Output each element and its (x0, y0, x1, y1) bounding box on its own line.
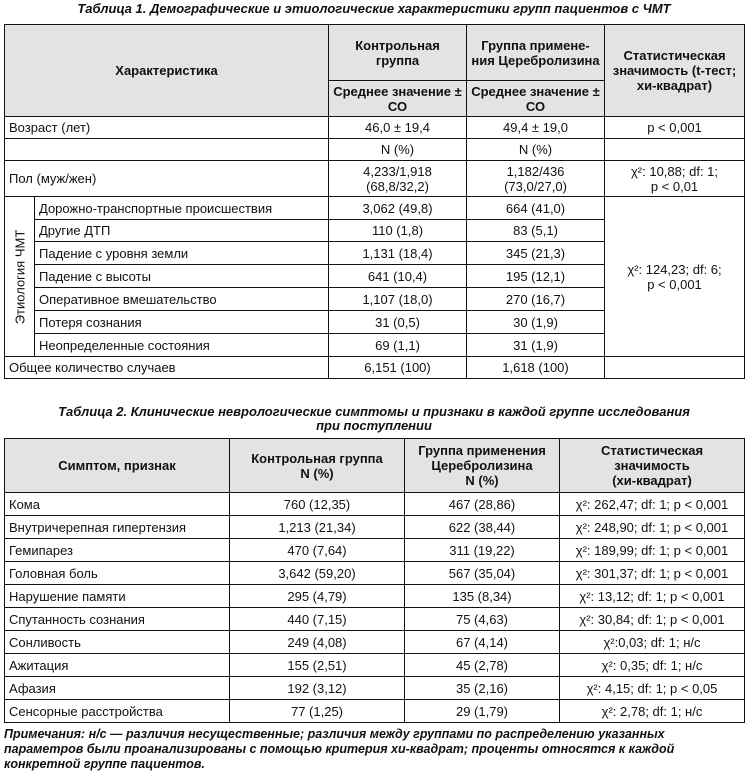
table2 (4, 438, 745, 723)
table2-row-label: Ажитация (5, 654, 230, 677)
table-footnote (4, 727, 744, 772)
table2-header-stat (560, 439, 745, 493)
table1-caption: Таблица 1. Демографические и этиологические характеристики групп пациентов с ЧМТ (77, 1, 671, 16)
table2-cell: 760 (12,35) (230, 493, 405, 516)
line: Группа применения (418, 443, 546, 458)
table2-header-cerebrolysin (405, 439, 560, 493)
table2-row-label: Головная боль (5, 562, 230, 585)
line: значимость (614, 458, 690, 473)
table2-cell: 67 (4,14) (405, 631, 560, 654)
table1-cell (329, 161, 467, 197)
table2-cell: 622 (38,44) (405, 516, 560, 539)
line: Статистическая (600, 443, 704, 458)
table2-cell: 75 (4,63) (405, 608, 560, 631)
line: p < 0,001 (647, 276, 702, 292)
table1-etiology-stat (605, 197, 745, 357)
table1-cell: 46,0 ± 19,4 (329, 117, 467, 139)
line: Контрольная группа (251, 450, 383, 466)
table1-row-label: Падение с уровня земли (35, 242, 329, 265)
table1-cell: p < 0,001 (605, 117, 745, 139)
table1-empty-cell (5, 139, 329, 161)
table2-cell: χ²: 2,78; df: 1; н/с (560, 700, 745, 723)
table2-cell: χ²: 248,90; df: 1; p < 0,001 (560, 516, 745, 539)
table1-row-label: Дорожно-транспортные происшествия (35, 197, 329, 220)
table1-cell: N (%) (467, 139, 605, 161)
table1-cell (467, 161, 605, 197)
table1-header-control: Контрольная группа (329, 25, 467, 81)
table2-row-label: Нарушение памяти (5, 585, 230, 608)
table1-row-label: Общее количество случаев (5, 357, 329, 379)
table1-row-label: Падение с высоты (35, 265, 329, 288)
table1-row-label: Другие ДТП (35, 220, 329, 242)
table1-row-label: Возраст (лет) (5, 117, 329, 139)
table2-cell: χ²: 262,47; df: 1; p < 0,001 (560, 493, 745, 516)
table1-cell: 31 (1,9) (467, 334, 605, 357)
table1-cell: 1,618 (100) (467, 357, 605, 379)
table2-cell: χ²: 13,12; df: 1; p < 0,001 (560, 585, 745, 608)
table2-cell: 470 (7,64) (230, 539, 405, 562)
table2-row-label: Гемипарез (5, 539, 230, 562)
table1-cell: N (%) (329, 139, 467, 161)
table2-cell: χ²:0,03; df: 1; н/с (560, 631, 745, 654)
table2-cell: 440 (7,15) (230, 608, 405, 631)
line: N (%) (300, 465, 334, 481)
table2-cell: χ²: 0,35; df: 1; н/с (560, 654, 745, 677)
table1-cell: 641 (10,4) (329, 265, 467, 288)
line: (хи-квадрат) (612, 473, 692, 488)
table1-row-label: Потеря сознания (35, 311, 329, 334)
table1-etiology-vertical-cell (5, 197, 35, 357)
table2-row-label: Сенсорные расстройства (5, 700, 230, 723)
table1-cell: 31 (0,5) (329, 311, 467, 334)
table2-cell: 35 (2,16) (405, 677, 560, 700)
table1-cell: 270 (16,7) (467, 288, 605, 311)
table1-header-cerebrolysin: Группа примене-ния Церебролизина (467, 25, 605, 81)
line: p < 0,01 (650, 178, 699, 194)
line: Церебролизина (431, 458, 533, 473)
table2-cell: χ²: 301,37; df: 1; p < 0,001 (560, 562, 745, 585)
table2-cell: 155 (2,51) (230, 654, 405, 677)
footnote-label: Примечания: (4, 727, 86, 741)
line: (68,8/32,2) (366, 178, 429, 194)
table1-cell: 195 (12,1) (467, 265, 605, 288)
table2-cell: 192 (3,12) (230, 677, 405, 700)
table1-header-stat: Статистическая значимость (t-тест; хи-квадрат) (605, 25, 745, 117)
table1-cell (605, 161, 745, 197)
table2-header-symptom: Симптом, признак (5, 439, 230, 493)
table1-cell: 1,131 (18,4) (329, 242, 467, 265)
table2-cell: 567 (35,04) (405, 562, 560, 585)
table2-caption-line: Таблица 2. Клинические неврологические симптомы и признаки в каждой группе исследования (58, 404, 690, 419)
table1-row-label: Неопределенные состояния (35, 334, 329, 357)
table2-row-label: Спутанность сознания (5, 608, 230, 631)
line: 1,182/436 (506, 163, 565, 179)
table2-cell: 135 (8,34) (405, 585, 560, 608)
table2-row-label: Внутричерепная гипертензия (5, 516, 230, 539)
table1-header-mean-cerebrolysin: Среднее значение ± СО (467, 81, 605, 117)
line: χ²: 10,88; df: 1; (630, 163, 719, 179)
table2-cell: 311 (19,22) (405, 539, 560, 562)
line: N (%) (465, 473, 499, 488)
table2-row-label: Сонливость (5, 631, 230, 654)
table2-cell: 77 (1,25) (230, 700, 405, 723)
table2-cell: 467 (28,86) (405, 493, 560, 516)
table2-cell: 295 (4,79) (230, 585, 405, 608)
table1-cell: 3,062 (49,8) (329, 197, 467, 220)
table2-cell: 29 (1,79) (405, 700, 560, 723)
line: 4,233/1,918 (363, 163, 432, 179)
table1-header-characteristic: Характеристика (5, 25, 329, 117)
table1-cell: 1,107 (18,0) (329, 288, 467, 311)
table2-cell: 3,642 (59,20) (230, 562, 405, 585)
table2-cell: χ²: 4,15; df: 1; p < 0,05 (560, 677, 745, 700)
table1-header-mean-control: Среднее значение ± СО (329, 81, 467, 117)
table2-cell: χ²: 189,99; df: 1; p < 0,001 (560, 539, 745, 562)
table2-header-control (230, 439, 405, 493)
table1-row-label: Оперативное вмешательство (35, 288, 329, 311)
table2-cell: 249 (4,08) (230, 631, 405, 654)
table2-caption (0, 405, 748, 433)
table1-empty-cell (605, 139, 745, 161)
table2-cell: χ²: 30,84; df: 1; p < 0,001 (560, 608, 745, 631)
table1-cell: 30 (1,9) (467, 311, 605, 334)
table1-cell: 345 (21,3) (467, 242, 605, 265)
table2-caption-line: при поступлении (316, 418, 432, 433)
footnote-text: н/с — различия несущественные; различия между группами по распределению указанных параметров были проанализированы с помощью критерия хи-квадрат; проценты относятся к каждой конкретной группе пациентов. (4, 727, 675, 771)
table2-row-label: Афазия (5, 677, 230, 700)
table1 (4, 24, 745, 379)
line: (73,0/27,0) (504, 178, 567, 194)
table1-empty-cell (605, 357, 745, 379)
table1-cell: 110 (1,8) (329, 220, 467, 242)
etiology-vertical-label: Этиология ЧМТ (12, 229, 27, 324)
table1-cell: 69 (1,1) (329, 334, 467, 357)
table2-cell: 1,213 (21,34) (230, 516, 405, 539)
table2-cell: 45 (2,78) (405, 654, 560, 677)
table1-cell: 6,151 (100) (329, 357, 467, 379)
table1-cell: 83 (5,1) (467, 220, 605, 242)
table1-cell: 49,4 ± 19,0 (467, 117, 605, 139)
table2-row-label: Кома (5, 493, 230, 516)
table1-row-label: Пол (муж/жен) (5, 161, 329, 197)
table1-cell: 664 (41,0) (467, 197, 605, 220)
line: χ²: 124,23; df: 6; (627, 261, 722, 277)
